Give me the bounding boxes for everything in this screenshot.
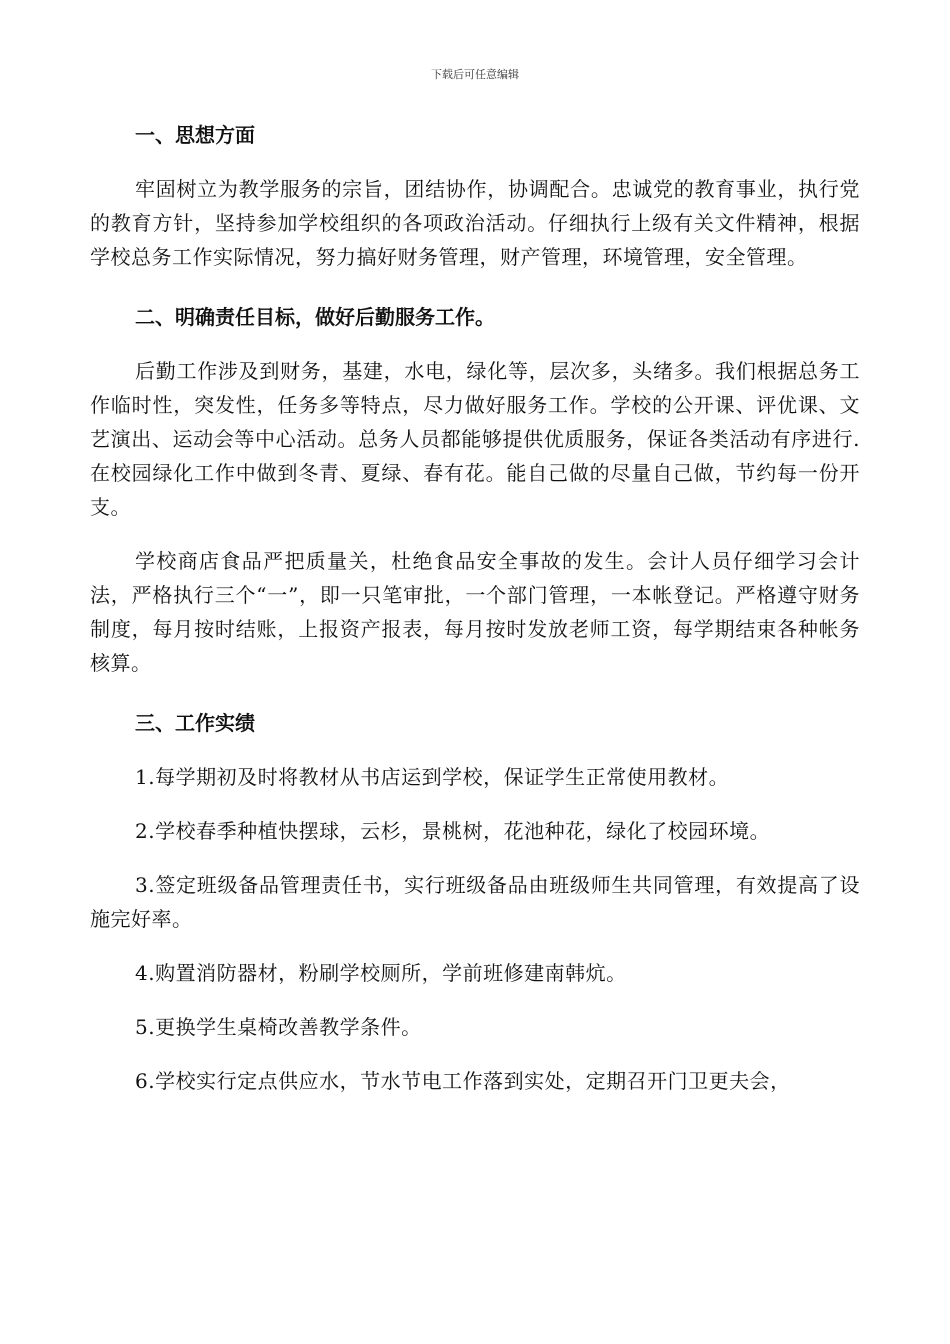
- list-item-6: 6.学校实行定点供应水，节水节电工作落到实处，定期召开门卫更夫会，: [135, 1069, 791, 1093]
- section-heading-2: 二、明确责任目标，做好后勤服务工作。: [135, 305, 495, 329]
- section-2-paragraph-1: 后勤工作涉及到财务，基建，水电，绿化等，层次多，头绪多。我们根据总务工作临时性，突发性，任务多等特点，尽力做好服务工作。学校的公开课、评优课、文艺演出、运动会等中心活动。总务人员都能够提供优质服务，保证各类活动有序进行.在校园绿化工作中做到冬青、夏绿、春有花。能自己做的尽量自己做，节约每一份开支。: [90, 359, 860, 519]
- list-item-5: 5.更换学生桌椅改善教学条件。: [135, 1015, 422, 1039]
- list-item-4: 4.购置消防器材，粉刷学校厕所，学前班修建南韩炕。: [135, 961, 627, 985]
- list-item-3: 3.签定班级备品管理责任书，实行班级备品由班级师生共同管理，有效提高了设施完好率。: [90, 873, 860, 931]
- document-body: [90, 118, 860, 1098]
- list-item-1: 1.每学期初及时将教材从书店运到学校，保证学生正常使用教材。: [135, 765, 730, 789]
- header-note: 下载后可任意编辑: [431, 68, 519, 81]
- section-heading-3: 三、工作实绩: [135, 711, 255, 735]
- section-1-paragraph: 牢固树立为教学服务的宗旨，团结协作，协调配合。忠诚党的教育事业，执行党的教育方针，坚持参加学校组织的各项政治活动。仔细执行上级有关文件精神，根据学校总务工作实际情况，努力搞好财务管理，财产管理，环境管理，安全管理。: [90, 177, 860, 269]
- list-item-2: 2.学校春季种植快摆球，云杉，景桃树，花池种花，绿化了校园环境。: [135, 819, 771, 843]
- section-heading-1: 一、思想方面: [135, 123, 255, 147]
- section-2-paragraph-2: 学校商店食品严把质量关，杜绝食品安全事故的发生。会计人员仔细学习会计法，严格执行三个“一”，即一只笔审批，一个部门管理，一本帐登记。严格遵守财务制度，每月按时结账，上报资产报表，每月按时发放老师工资，每学期结束各种帐务核算。: [90, 549, 860, 675]
